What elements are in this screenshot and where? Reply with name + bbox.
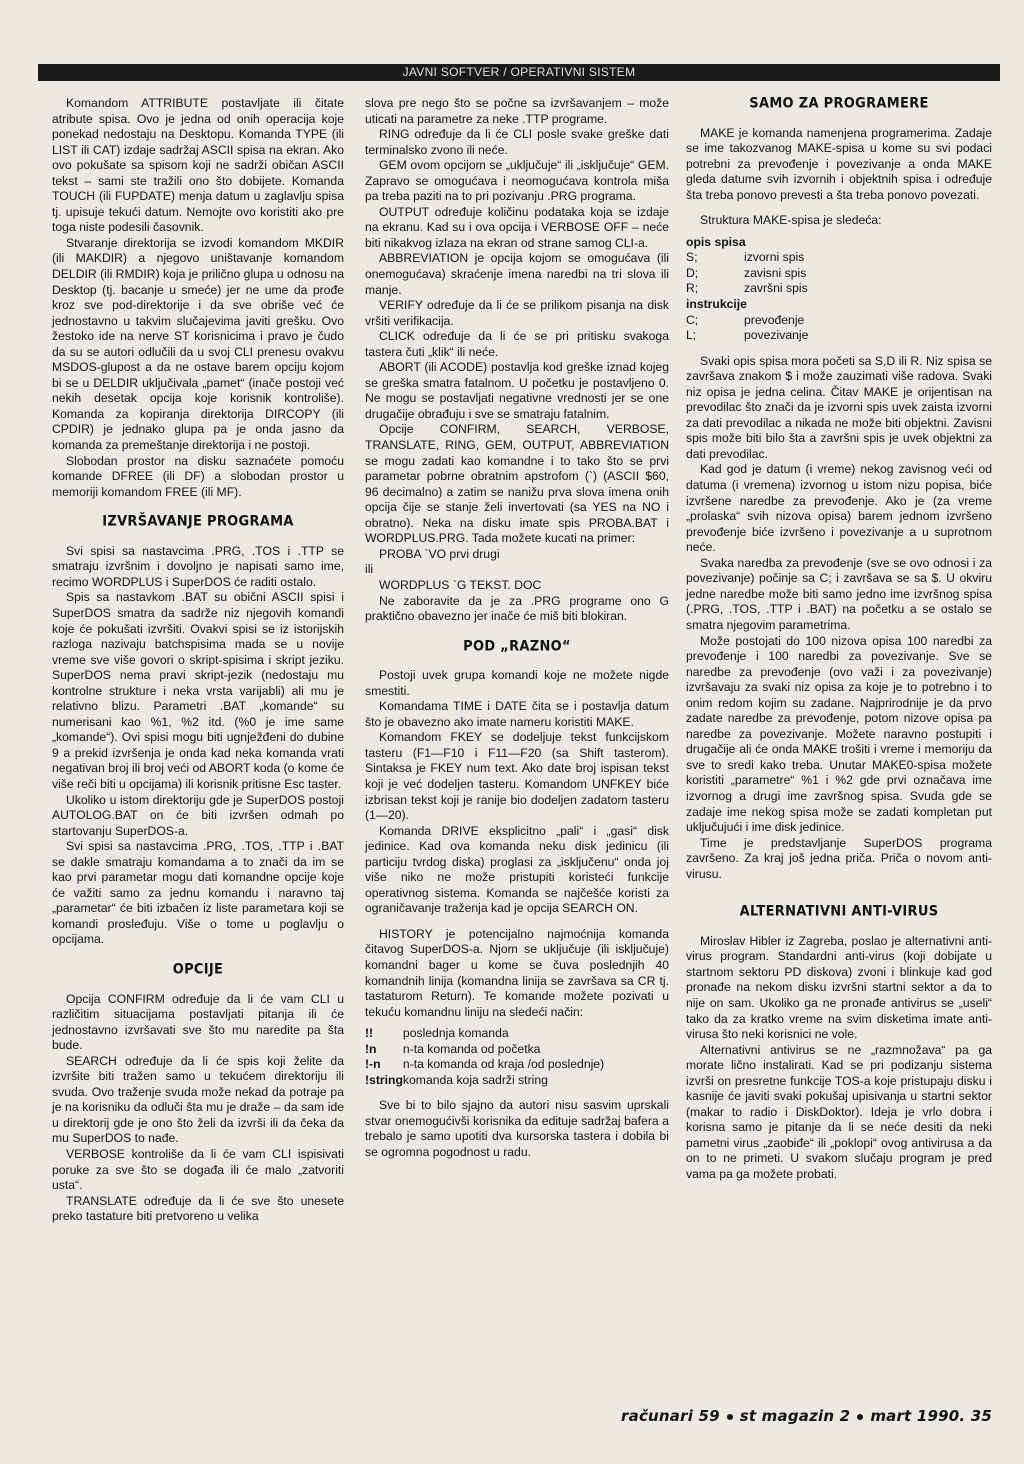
paragraph: GEM ovom opcijom se „uključuje“ ili „isključuje“ GEM. Zapravo se omogućava i neomogućava kontrola miša pa treba paziti na to pri pozivanju .PRG programa. [365, 158, 669, 204]
paragraph: Opcija CONFIRM određuje da li će vam CLI u različitim situacijama postavljati pitanja ili će jednostavno izvršavati sve što mu naredite pa šta bude. [52, 991, 344, 1053]
paragraph: ABBREVIATION je opcija kojom se omogućava (ili onemogućava) skraćenje imena naredbi na tri slova ili manje. [365, 251, 669, 297]
table-row [686, 297, 808, 313]
example-line: WORDPLUS `G TEKST. DOC [379, 577, 542, 592]
table-row [686, 266, 808, 282]
command-desc: poslednja komanda [402, 1026, 509, 1041]
table-row [686, 281, 808, 297]
column-3 [686, 96, 992, 1183]
section-heading-izvrsavanje: IZVRŠAVANJE PROGRAMA [102, 513, 294, 530]
section-heading-samo-za-programere: SAMO ZA PROGRAMERE [749, 95, 929, 112]
spec-key: R; [686, 281, 699, 296]
table-row [686, 250, 808, 266]
paragraph: Opcije CONFIRM, SEARCH, VERBOSE, TRANSLATE, RING, GEM, OUTPUT, ABBREVIATION se mogu zadati kao komandne i to tako što se prvi parametar pobrne obratnim apstrofom (`) (ASCII $60, 96 decimalno) a zatim se nanižu prva slova imena onih opcija čije se stanje želi invertovati (sa YES na NO i obratno). Neka na disku imate spis PROBA.BAT i WORDPLUS.PRG. Tada možete kucati na primer: [365, 422, 669, 546]
paragraph: Alternativni antivirus se ne „razmnožava“ pa ga morate lično instalirati. Kad se pri podizanju sistema izvrši on presretne funkcije TOS-a koje pristupaju disku i kasnije će javiti svaki pokušaj upisivanja u startni sektor (makar to radio i DiskDoktor). Ideja je vrlo dobra i korisna samo je pitanje da li se neće desiti da neki pametni virus „zaobiđe“ ili „poklopi“ ovog antivirusa a da on to ne primeti. U svakom slučaju program je pred vama pa ga možete probati. [686, 1042, 992, 1181]
paragraph: Komandom ATTRIBUTE postavljate ili čitate atribute spisa. Ovo je jedna od onih operacija koje ponekad nedostaju na Desktopu. Komanda TYPE (ili LIST ili CAT) izdaje sadržaj ASCII spisa na ekran. Ako ovo pokušate sa spisom koji ne sadrži običan ASCII tekst – sami ste tražili ono što dobijete. Komanda TOUCH (ili FUPDATE) menja datum u zaglavlju spisa tj. upisuje tekući datum. Nemojte ovo koristiti ako pre toga niste podesili časovnik. [52, 96, 344, 235]
command-desc: komanda koja sadrži string [402, 1072, 548, 1087]
spec-heading: instrukcije [686, 297, 747, 312]
spec-key: L; [686, 328, 697, 343]
paragraph: Sve bi to bilo sjajno da autori nisu sasvim uprskali stvar onemogućivši korisnika da edituje sadržaj bafera a trebalo je samo upotiti dva kursorska tastera i dobila bi se ogromna pogodnost u radu. [365, 1098, 669, 1159]
paragraph: Ne zaboravite da je za .PRG programe ono G praktično obavezno jer inače će miš biti blokiran. [365, 593, 669, 624]
paragraph: Svi spisi sa nastavcima .PRG, .TOS, .TTP i .BAT se dakle smatraju komandama a to znači da im se kao prvi parametar mogu dati komandne opcije koje će važiti samo za jednu komandu i naravno taj „parametar“ će biti izbačen iz liste parametara koji se komandi prosleđuju. Više o tome u poglavlju o opcijama. [52, 839, 344, 947]
paragraph: HISTORY je potencijalno najmoćnija komanda čitavog SuperDOS-a. Njom se uključuje (ili isključuje) komandni bager u kome se čuva poslednjih 40 komandnih linija (komandna linija se završava sa CR tj. tastaturom Return). Te komande možete pozivati u tekuću komandnu liniju na sledeći način: [365, 926, 669, 1019]
paragraph: Komandama TIME i DATE čita se i postavlja datum što je obavezno ako imate nameru koristiti MAKE. [365, 699, 669, 729]
command-desc: n-ta komanda od početka [402, 1041, 541, 1056]
paragraph: CLICK određuje da li će se pri pritisku svakoga tastera čuti „klik“ ili neće. [365, 329, 669, 359]
table-row [686, 328, 808, 344]
paragraph: slova pre nego što se počne sa izvršavanjem – može uticati na parametre za neke .TTP programe. [365, 96, 669, 126]
footer-magazine-issue: računari 59 [621, 1407, 720, 1425]
example-line: PROBA `VO prvi drugi [379, 546, 500, 561]
paragraph: MAKE je komanda namenjena programerima. Zadaje se ime takozvanog MAKE-spisa u kome su svi podaci potrebni za prevođenje i povezivanje a onda MAKE gleda datume svih izvornih i objektnih spisa i određuje šta treba ponovo prevesti a šta treba ponovo povezati. [686, 125, 992, 202]
section-heading-opcije: OPCIJE [172, 961, 224, 978]
spec-desc: zavisni spis [744, 265, 807, 280]
spec-desc: izvorni spis [744, 250, 805, 265]
paragraph: Kad god je datum (i vreme) nekog zavisnog veći od datuma (i vremena) izvornog u istom nizu popisa, biće izvršene naredbe za prevođenje. Ako je (za vreme „prolaska“ svih nizova opisa) barem jednom izvršeno prevođenje biće izvršeno i povezivanje a u suprotnom neće. [686, 462, 992, 555]
paragraph: Postoji uvek grupa komandi koje ne možete nigde smestiti. [365, 668, 669, 698]
column-1 [52, 96, 344, 1225]
command-desc: n-ta komanda od kraja /od poslednje) [402, 1057, 605, 1072]
paragraph: ABORT (ili ACODE) postavlja kod greške iznad kojeg se greška smatra fatalnom. U početku je postavljeno 0. Ne mogu se postavljati negativne vrednosti jer se one drugačije obrađuju i sve se smatraju fatalnim. [365, 360, 669, 421]
footer-supplement-issue: st magazin 2 [739, 1407, 851, 1425]
paragraph: Svaki opis spisa mora početi sa S,D ili R. Niz spisa se završava znakom $ i može zauzimati više radova. Svaki niz opisa je jedna celina. Čitav MAKE je orijentisan na prevodilac što znači da je izvorni spis uvek zaista izvorni za dati prevodilac a nikada ne može biti objektni. Zavisni spis može biti bilo šta a završni spis je uvek objektni za dati prevodilac. [686, 353, 992, 461]
paragraph: Komanda DRIVE eksplicitno „pali“ i „gasi“ disk jedinice. Kad ova komanda neku disk jedinicu (ili particiju tvrdog diska) proglasi za „isključenu“ onda joj više niko ne može pristupiti koristeći funkcije operativnog sistema. Komanda se najčešće koristi za ograničavanje traženja kad je opcija SEARCH ON. [365, 823, 669, 916]
section-heading-pod-razno: POD „RAZNO“ [463, 637, 571, 655]
spec-desc: prevođenje [744, 312, 805, 327]
table-row [365, 1042, 604, 1058]
command-key: !-n [365, 1057, 381, 1072]
paragraph: Spis sa nastavkom .BAT su obični ASCII spisi i SuperDOS smatra da sadrže niz njegovih komandi koje će pokušati izvršiti. Ovakvi spisi se iz istorijskih razloga nazivaju batchspisima mada se u novije vreme sve više govori o skript-spisima i skript jeziku. SuperDOS nema pravi skript-jezik (nedostaju mu kontrolne strukture i neka vrsta varijabli) ali mu je relativno blizu. Parametri .BAT „komande“ su numerisani kao %1, %2 itd. (%0 je ime same „komande“). Ovi spisi mogu biti ugnježđeni do dubine 9 a prekid izvršenja je onda kad neka komanda vrati negativan broj ili broj veći od ABORT koda (o kome će više reči biti u opcijama) ili korisnik pritisne Esc taster. [52, 590, 344, 791]
table-row [365, 1057, 604, 1073]
paragraph: Miroslav Hibler iz Zagreba, poslao je alternativni anti-virus program. Standardni anti-virus (koji dobijate u startnom sektoru PD diskova) zvoni i blinkuje kad god pronađe na nekom disku izvršni startni sektor a da to nije on sam. Ukoliko ga ne pronađe antivirus se „useli“ tako da za kratko vreme na svim disketima imate anti-virusa što neki korisnici ne vole. [686, 933, 992, 1042]
table-row [686, 313, 808, 329]
spec-heading: opis spisa [686, 234, 746, 249]
paragraph: Svi spisi sa nastavcima .PRG, .TOS i .TTP se smatraju izvršnim i dovoljno je napisati samo ime, recimo WORDPLUS i SuperDOS će raditi ostalo. [52, 543, 344, 589]
spec-key: C; [686, 312, 699, 327]
paragraph: VERIFY određuje da li će se prilikom pisanja na disk vršiti verifikacija. [365, 298, 669, 328]
paragraph: RING određuje da li će CLI posle svake greške dati terminalsko zvono ili neće. [365, 127, 669, 157]
paragraph: Komandom FKEY se dodeljuje tekst funkcijskom tasteru (F1—F10 i F11—F20 (sa Shift tasterom). Sintaksa je FKEY num text. Ako date broj ispisan tekst koji je već dodeljen tasteru. Komandom UNFKEY biće izbrisan tekst koji je ranije bio dodeljen zadatom tasteru (1—20). [365, 730, 669, 823]
table-row [365, 1073, 604, 1089]
paragraph: OUTPUT određuje količinu podataka koja se izdaje na ekranu. Kad su i ova opcija i VERBOSE OFF – neće biti nikakvog izlaza na ekran od strane samog CLI-a. [365, 204, 669, 250]
spec-key: D; [686, 265, 699, 280]
make-spec-table [686, 235, 808, 344]
footer-date-page: mart 1990. 35 [870, 1407, 992, 1425]
spec-desc: povezivanje [744, 328, 809, 343]
table-row [686, 235, 808, 251]
spec-key: S; [686, 250, 698, 265]
paragraph: SEARCH određuje da li će spis koji želite da izvršite biti tražen samo u tekućem direktoriju ili svuda. Ovo traženje svuda može nekad da potraje pa je na korisniku da odluči šta mu je draže – da sam ide u direktorij gde je ono što želi da izvrši ili da čeka da mu SuperDOS to nađe. [52, 1053, 344, 1146]
paragraph: Slobodan prostor na disku saznaćete pomoću komande DFREE (ili DF) a slobodan prostor u memoriji komandom FREE (ili MF). [52, 453, 344, 499]
command-key: !string [365, 1072, 403, 1087]
paragraph: Struktura MAKE-spisa je sledeća: [700, 213, 882, 228]
paragraph: TRANSLATE određuje da li će sve što unesete preko tastature biti pretvoreno u velika [52, 1193, 344, 1224]
command-key: !! [365, 1026, 374, 1041]
spec-desc: završni spis [744, 281, 808, 296]
bullet-icon [857, 1414, 863, 1420]
section-header-bar: JAVNI SOFTVER / OPERATIVNI SISTEM [38, 64, 1000, 81]
table-row [365, 1026, 604, 1042]
command-key: !n [365, 1041, 377, 1056]
section-heading-alternativni-anti-virus: ALTERNATIVNI ANTI-VIRUS [739, 903, 939, 920]
paragraph: VERBOSE kontroliše da li će vam CLI ispisivati poruke za sve što se događa ili će malo „zatvoriti usta“. [52, 1147, 344, 1193]
example-separator: ili [365, 562, 374, 577]
column-2 [365, 96, 669, 1161]
paragraph: Ukoliko u istom direktoriju gde je SuperDOS postoji AUTOLOG.BAT on će biti izvršen odmah po startovanju SuperDOS-a. [52, 792, 344, 838]
paragraph: Stvaranje direktorija se izvodi komandom MKDIR (ili MAKDIR) a njegovo uništavanje komandom DELDIR (ili RMDIR) koja je prilično glupa u odnosu na Desktop (tj. bacanje u smeće) jer ne ume da prođe kroz sve pod-direktorije i da sve obriše već će jednostavno u takvim slučajevima javiti grešku. Ovo žestoko ide na nerve ST korisnicima i pravo je čudo da su se autori odlučili da u svoj CLI prenesu ovakvu MSDOS-glupost a da ne ostave barem opciju kojom bi se u DELDIR uključivala „pamet“ (inače postoji već nekih desetak opcija koje korisnik kontroliše). Komanda za kopiranja direktorija DIRCOPY (ili CPDIR) je jednako glupa pa je onda jasno da komanda za premeštanje direktorija i ne postoji. [52, 235, 344, 453]
page-footer [621, 1407, 992, 1425]
bullet-icon [727, 1414, 733, 1420]
paragraph: Može postojati do 100 nizova opisa 100 naredbi za prevođenje i 100 naredbi za povezivanje. Sve se naredbe za prevođenje (ovo važi i za povezivanje) izvršavaju za svaki niz opisa za koje je to potrebno i to onim redom kojim su zadane. Najprirodnije je da prvo zadate naredbe za prevođenje, potom nizove opisa pa naredbe za povezivanje. Možete naravno postupiti i drugačije ali će onda MAKE trošiti i vreme i memoriju da sve to sredi kako treba. Unutar MAKE0-spisa možete koristiti „parametre“ %1 i %2 gde prvi označava ime izvornog a drugi ime završnog spisa. Svuda gde se zadaje ime nekog spisa može se zadati kompletan put uključujući i ime disk jedinice. [686, 633, 992, 835]
paragraph: Svaka naredba za prevođenje (sve se ovo odnosi i za povezivanje) počinje sa C; i završava se sa $. U okviru jedne naredbe može biti samo jedno ime izvršnog spisa (.PRG, .TOS, .TTP i .BAT) na početku a se ostalo se smatra njegovim parametrima. [686, 555, 992, 632]
history-commands-table [365, 1026, 604, 1088]
paragraph: Time je predstavljanje SuperDOS programa završeno. Za kraj još jedna priča. Priča o novom anti-virusu. [686, 835, 992, 881]
